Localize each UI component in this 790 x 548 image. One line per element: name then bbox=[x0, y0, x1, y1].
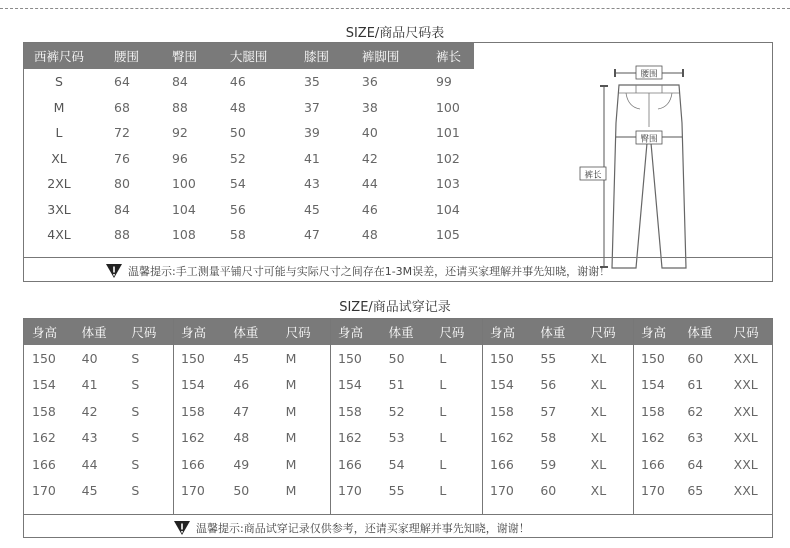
size-cell: S bbox=[131, 456, 140, 472]
header-size: 西裤尺码 bbox=[24, 43, 94, 69]
measure-cell: 104 bbox=[435, 201, 460, 217]
try-on-row bbox=[482, 398, 633, 425]
measure-cell: 38 bbox=[361, 99, 378, 115]
weight-cell: 54 bbox=[388, 456, 405, 472]
measure-cell: 37 bbox=[303, 99, 320, 115]
weight-cell: 48 bbox=[233, 430, 250, 446]
height-cell: 166 bbox=[641, 456, 665, 472]
try-on-header bbox=[24, 319, 173, 345]
header-height: 身高 bbox=[482, 319, 532, 345]
size-cell: S bbox=[131, 350, 140, 366]
try-on-row bbox=[330, 372, 482, 399]
weight-cell: 40 bbox=[81, 350, 98, 366]
size-cell: 2XL bbox=[47, 176, 71, 192]
measure-cell: 36 bbox=[361, 74, 378, 90]
diagram-length-label: 裤长 bbox=[584, 170, 602, 181]
weight-cell: 64 bbox=[687, 456, 704, 472]
header-size: 尺码 bbox=[583, 319, 633, 345]
size-cell: XXL bbox=[733, 456, 758, 472]
measure-cell: 48 bbox=[361, 227, 378, 243]
weight-cell: 60 bbox=[687, 350, 704, 366]
measure-cell: 50 bbox=[229, 125, 246, 141]
size-cell: L bbox=[439, 350, 447, 366]
measure-cell: 100 bbox=[435, 99, 460, 115]
measure-cell: 102 bbox=[435, 150, 460, 166]
size-cell: XXL bbox=[733, 350, 758, 366]
weight-cell: 60 bbox=[540, 483, 557, 499]
height-cell: 166 bbox=[181, 456, 205, 472]
size-cell: M bbox=[285, 456, 297, 472]
size-cell: L bbox=[439, 483, 447, 499]
try-on-row bbox=[24, 425, 173, 452]
try-on-row bbox=[482, 478, 633, 505]
size-cell: XXL bbox=[733, 403, 758, 419]
warning-icon bbox=[106, 264, 122, 278]
diagram-waist-label: 腰围 bbox=[640, 69, 658, 80]
size-cell: S bbox=[131, 483, 140, 499]
size-cell: M bbox=[285, 430, 297, 446]
measure-cell: 108 bbox=[171, 227, 196, 243]
measure-cell: 84 bbox=[114, 201, 130, 217]
header-size: 尺码 bbox=[726, 319, 772, 345]
try-on-row bbox=[633, 398, 772, 425]
header-size: 尺码 bbox=[278, 319, 330, 345]
weight-cell: 53 bbox=[388, 430, 405, 446]
size-cell: XL bbox=[51, 150, 67, 166]
size-cell: L bbox=[439, 430, 447, 446]
try-on-panel bbox=[23, 318, 773, 538]
measure-cell: 64 bbox=[114, 74, 130, 90]
height-cell: 170 bbox=[490, 483, 514, 499]
try-on-note-text: 温馨提示:商品试穿记录仅供参考，还请买家理解并事先知晓，谢谢！ bbox=[196, 522, 530, 535]
measure-cell: 84 bbox=[171, 74, 188, 90]
height-cell: 150 bbox=[181, 350, 205, 366]
measure-cell: 72 bbox=[114, 125, 130, 141]
measure-cell: 48 bbox=[229, 99, 246, 115]
try-on-row bbox=[330, 451, 482, 478]
try-on-row bbox=[24, 398, 173, 425]
weight-cell: 56 bbox=[540, 377, 557, 393]
try-on-group bbox=[173, 319, 330, 515]
height-cell: 170 bbox=[181, 483, 205, 499]
header-hip: 臀围 bbox=[152, 43, 210, 69]
weight-cell: 61 bbox=[687, 377, 704, 393]
size-cell: XL bbox=[590, 456, 607, 472]
weight-cell: 55 bbox=[388, 483, 405, 499]
weight-cell: 41 bbox=[81, 377, 98, 393]
size-table bbox=[24, 43, 474, 248]
measure-cell: 101 bbox=[435, 125, 460, 141]
try-on-row bbox=[330, 398, 482, 425]
header-size: 尺码 bbox=[431, 319, 482, 345]
try-on-row bbox=[173, 425, 330, 452]
header-height: 身高 bbox=[633, 319, 679, 345]
height-cell: 150 bbox=[32, 350, 56, 366]
try-on-row bbox=[173, 398, 330, 425]
try-on-row bbox=[173, 451, 330, 478]
measure-cell: 96 bbox=[171, 150, 188, 166]
size-cell: M bbox=[285, 483, 297, 499]
header-weight: 体重 bbox=[74, 319, 124, 345]
height-cell: 170 bbox=[641, 483, 665, 499]
try-on-header bbox=[330, 319, 482, 345]
size-table-header bbox=[24, 43, 474, 69]
group-separator bbox=[633, 319, 634, 515]
weight-cell: 50 bbox=[233, 483, 250, 499]
header-size: 尺码 bbox=[123, 319, 173, 345]
size-cell: L bbox=[439, 377, 447, 393]
height-cell: 150 bbox=[338, 350, 362, 366]
try-on-note bbox=[24, 514, 772, 539]
size-cell: M bbox=[285, 350, 297, 366]
measure-cell: 41 bbox=[303, 150, 320, 166]
measure-cell: 105 bbox=[435, 227, 460, 243]
try-on-row bbox=[24, 345, 173, 372]
height-cell: 154 bbox=[338, 377, 362, 393]
weight-cell: 42 bbox=[81, 403, 98, 419]
measure-cell: 46 bbox=[229, 74, 246, 90]
size-cell: XL bbox=[590, 377, 607, 393]
height-cell: 166 bbox=[490, 456, 514, 472]
weight-cell: 50 bbox=[388, 350, 405, 366]
header-thigh: 大腿围 bbox=[210, 43, 284, 69]
try-on-group bbox=[633, 319, 772, 515]
size-cell: M bbox=[53, 99, 65, 115]
group-separator bbox=[330, 319, 331, 515]
header-length: 裤长 bbox=[416, 43, 474, 69]
measure-cell: 39 bbox=[303, 125, 320, 141]
size-cell: XL bbox=[590, 403, 607, 419]
try-on-row bbox=[482, 425, 633, 452]
header-weight: 体重 bbox=[532, 319, 582, 345]
try-on-group bbox=[330, 319, 482, 515]
try-on-row bbox=[330, 478, 482, 505]
size-cell: S bbox=[55, 74, 63, 90]
try-on-row bbox=[24, 478, 173, 505]
try-on-row bbox=[482, 451, 633, 478]
measure-cell: 58 bbox=[229, 227, 246, 243]
measure-cell: 100 bbox=[171, 176, 196, 192]
measure-cell: 88 bbox=[114, 227, 130, 243]
height-cell: 166 bbox=[338, 456, 362, 472]
size-cell: XL bbox=[590, 483, 607, 499]
size-row bbox=[24, 222, 474, 248]
measure-cell: 92 bbox=[171, 125, 188, 141]
weight-cell: 63 bbox=[687, 430, 704, 446]
weight-cell: 55 bbox=[540, 350, 557, 366]
height-cell: 162 bbox=[338, 430, 362, 446]
weight-cell: 44 bbox=[81, 456, 98, 472]
measure-cell: 80 bbox=[114, 176, 130, 192]
size-row bbox=[24, 69, 474, 95]
size-row bbox=[24, 95, 474, 121]
height-cell: 166 bbox=[32, 456, 56, 472]
measure-cell: 45 bbox=[303, 201, 320, 217]
height-cell: 158 bbox=[32, 403, 56, 419]
try-on-row bbox=[24, 451, 173, 478]
weight-cell: 51 bbox=[388, 377, 405, 393]
measure-cell: 76 bbox=[114, 150, 130, 166]
measure-cell: 43 bbox=[303, 176, 320, 192]
group-separator bbox=[173, 319, 174, 515]
height-cell: 162 bbox=[32, 430, 56, 446]
height-cell: 154 bbox=[32, 377, 56, 393]
size-row bbox=[24, 171, 474, 197]
size-row bbox=[24, 120, 474, 146]
try-on-row bbox=[173, 478, 330, 505]
size-row bbox=[24, 197, 474, 223]
try-on-row bbox=[633, 451, 772, 478]
weight-cell: 43 bbox=[81, 430, 98, 446]
try-on-row bbox=[482, 345, 633, 372]
size-cell: L bbox=[55, 125, 63, 141]
try-on-header bbox=[633, 319, 772, 345]
height-cell: 162 bbox=[181, 430, 205, 446]
measure-cell: 46 bbox=[361, 201, 378, 217]
measure-cell: 68 bbox=[114, 99, 130, 115]
try-on-group bbox=[24, 319, 173, 515]
height-cell: 158 bbox=[338, 403, 362, 419]
group-separator bbox=[482, 319, 483, 515]
weight-cell: 49 bbox=[233, 456, 250, 472]
height-cell: 162 bbox=[490, 430, 514, 446]
try-on-row bbox=[482, 372, 633, 399]
height-cell: 150 bbox=[490, 350, 514, 366]
weight-cell: 62 bbox=[687, 403, 704, 419]
size-cell: M bbox=[285, 377, 297, 393]
height-cell: 170 bbox=[338, 483, 362, 499]
measure-cell: 52 bbox=[229, 150, 246, 166]
weight-cell: 45 bbox=[233, 350, 250, 366]
size-cell: L bbox=[439, 456, 447, 472]
measure-cell: 54 bbox=[229, 176, 246, 192]
top-dashed-divider bbox=[0, 8, 790, 9]
size-cell: L bbox=[439, 403, 447, 419]
measure-cell: 88 bbox=[171, 99, 188, 115]
header-hem: 裤脚围 bbox=[342, 43, 416, 69]
height-cell: 162 bbox=[641, 430, 665, 446]
size-cell: 3XL bbox=[47, 201, 71, 217]
size-chart-note bbox=[24, 257, 772, 282]
weight-cell: 65 bbox=[687, 483, 704, 499]
pants-diagram bbox=[574, 63, 724, 273]
height-cell: 154 bbox=[490, 377, 514, 393]
measure-cell: 103 bbox=[435, 176, 460, 192]
height-cell: 158 bbox=[641, 403, 665, 419]
size-cell: S bbox=[131, 377, 140, 393]
size-cell: XXL bbox=[733, 483, 758, 499]
weight-cell: 59 bbox=[540, 456, 557, 472]
size-chart-title: SIZE/商品尺码表 bbox=[345, 26, 445, 41]
weight-cell: 58 bbox=[540, 430, 557, 446]
header-height: 身高 bbox=[173, 319, 225, 345]
try-on-row bbox=[633, 425, 772, 452]
height-cell: 158 bbox=[181, 403, 205, 419]
weight-cell: 46 bbox=[233, 377, 250, 393]
weight-cell: 45 bbox=[81, 483, 98, 499]
try-on-row bbox=[330, 425, 482, 452]
height-cell: 170 bbox=[32, 483, 56, 499]
try-on-group bbox=[482, 319, 633, 515]
header-height: 身高 bbox=[330, 319, 381, 345]
header-weight: 体重 bbox=[679, 319, 725, 345]
measure-cell: 104 bbox=[171, 201, 196, 217]
size-chart-panel bbox=[23, 42, 773, 282]
size-cell: XL bbox=[590, 430, 607, 446]
size-cell: M bbox=[285, 403, 297, 419]
measure-cell: 42 bbox=[361, 150, 378, 166]
header-weight: 体重 bbox=[381, 319, 432, 345]
try-on-row bbox=[173, 345, 330, 372]
size-cell: XXL bbox=[733, 377, 758, 393]
measure-cell: 40 bbox=[361, 125, 378, 141]
measure-cell: 44 bbox=[361, 176, 378, 192]
measure-cell: 99 bbox=[435, 74, 452, 90]
measure-cell: 35 bbox=[303, 74, 320, 90]
measure-cell: 47 bbox=[303, 227, 320, 243]
try-on-header bbox=[173, 319, 330, 345]
try-on-title: SIZE/商品试穿记录 bbox=[339, 300, 451, 315]
try-on-row bbox=[633, 372, 772, 399]
try-on-row bbox=[173, 372, 330, 399]
size-cell: XL bbox=[590, 350, 607, 366]
header-waist: 腰围 bbox=[94, 43, 152, 69]
try-on-header bbox=[482, 319, 633, 345]
try-on-row bbox=[633, 345, 772, 372]
height-cell: 150 bbox=[641, 350, 665, 366]
measure-cell: 56 bbox=[229, 201, 246, 217]
weight-cell: 57 bbox=[540, 403, 557, 419]
header-knee: 膝围 bbox=[284, 43, 342, 69]
size-cell: S bbox=[131, 403, 140, 419]
try-on-row bbox=[633, 478, 772, 505]
size-cell: S bbox=[131, 430, 140, 446]
header-weight: 体重 bbox=[225, 319, 277, 345]
height-cell: 158 bbox=[490, 403, 514, 419]
height-cell: 154 bbox=[641, 377, 665, 393]
size-row bbox=[24, 146, 474, 172]
try-on-row bbox=[24, 372, 173, 399]
weight-cell: 47 bbox=[233, 403, 250, 419]
weight-cell: 52 bbox=[388, 403, 405, 419]
diagram-hip-label: 臀围 bbox=[640, 134, 658, 145]
try-on-row bbox=[330, 345, 482, 372]
warning-icon bbox=[174, 521, 190, 535]
header-height: 身高 bbox=[24, 319, 74, 345]
size-cell: 4XL bbox=[47, 227, 71, 243]
size-cell: XXL bbox=[733, 430, 758, 446]
size-chart-note-text: 温馨提示:手工测量平铺尺寸可能与实际尺寸之间存在1-3M误差，还请买家理解并事先知晓，谢谢！ bbox=[128, 265, 611, 278]
height-cell: 154 bbox=[181, 377, 205, 393]
